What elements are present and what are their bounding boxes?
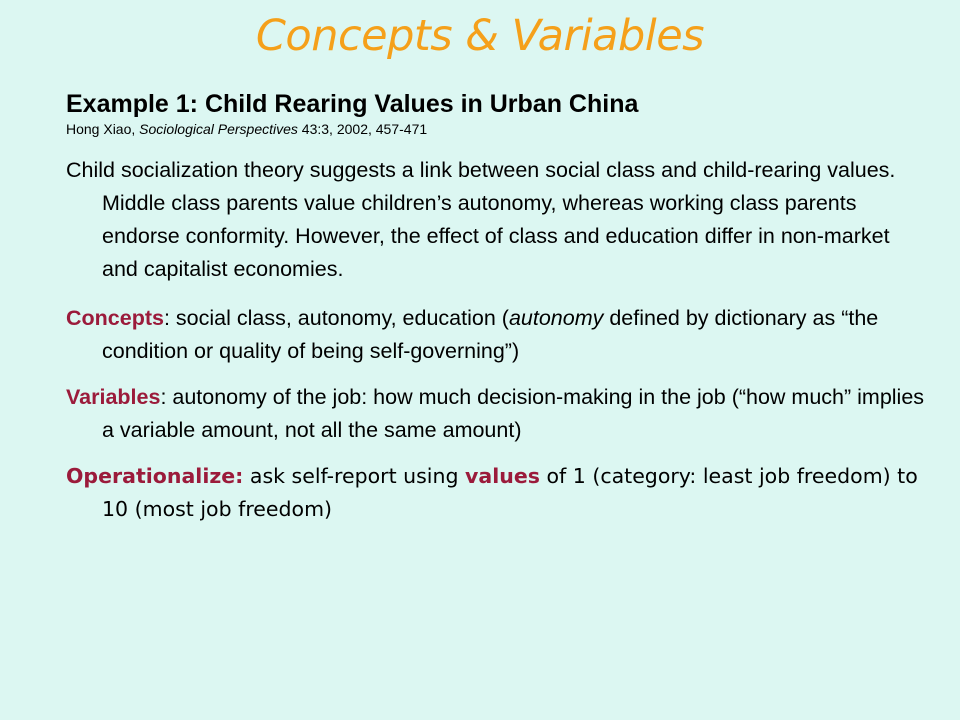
- variables-text: : autonomy of the job: how much decision-making in the job (“how much” implies a variable amount, not all the same amount): [102, 385, 925, 442]
- operationalize-label: Operationalize:: [66, 464, 244, 488]
- operationalize-text-before: ask self-report using: [243, 464, 466, 488]
- citation-details: 43:3, 2002, 457-471: [297, 121, 428, 137]
- concepts-paragraph: [66, 302, 926, 368]
- citation: [66, 120, 926, 138]
- slide-title: Concepts & Variables: [255, 11, 705, 61]
- citation-author: Hong Xiao,: [66, 121, 140, 137]
- operationalize-text-after: of 1 (category: least job freedom) to 10 (most job freedom): [102, 464, 918, 521]
- slide-content: [66, 88, 926, 539]
- example-heading: Example 1: Child Rearing Values in Urban China: [66, 90, 639, 118]
- citation-journal: Sociological Perspectives: [139, 121, 298, 137]
- values-label: values: [465, 464, 540, 488]
- concepts-italic-term: autonomy: [508, 306, 604, 330]
- variables-paragraph: [66, 381, 926, 447]
- concepts-label: Concepts: [66, 306, 164, 330]
- theory-paragraph: Child socialization theory suggests a link between social class and child-rearing values. Middle class parents value children’s autonomy, whereas working class parents endorse conformity. However, the effect of class and education differ in non-market and capitalist economies.: [66, 158, 896, 281]
- variables-label: Variables: [66, 385, 161, 409]
- concepts-text-after: defined by dictionary as “the condition or quality of being self-governing”): [102, 306, 879, 363]
- concepts-text-before: : social class, autonomy, education (: [163, 306, 509, 330]
- operationalize-paragraph: [66, 460, 926, 526]
